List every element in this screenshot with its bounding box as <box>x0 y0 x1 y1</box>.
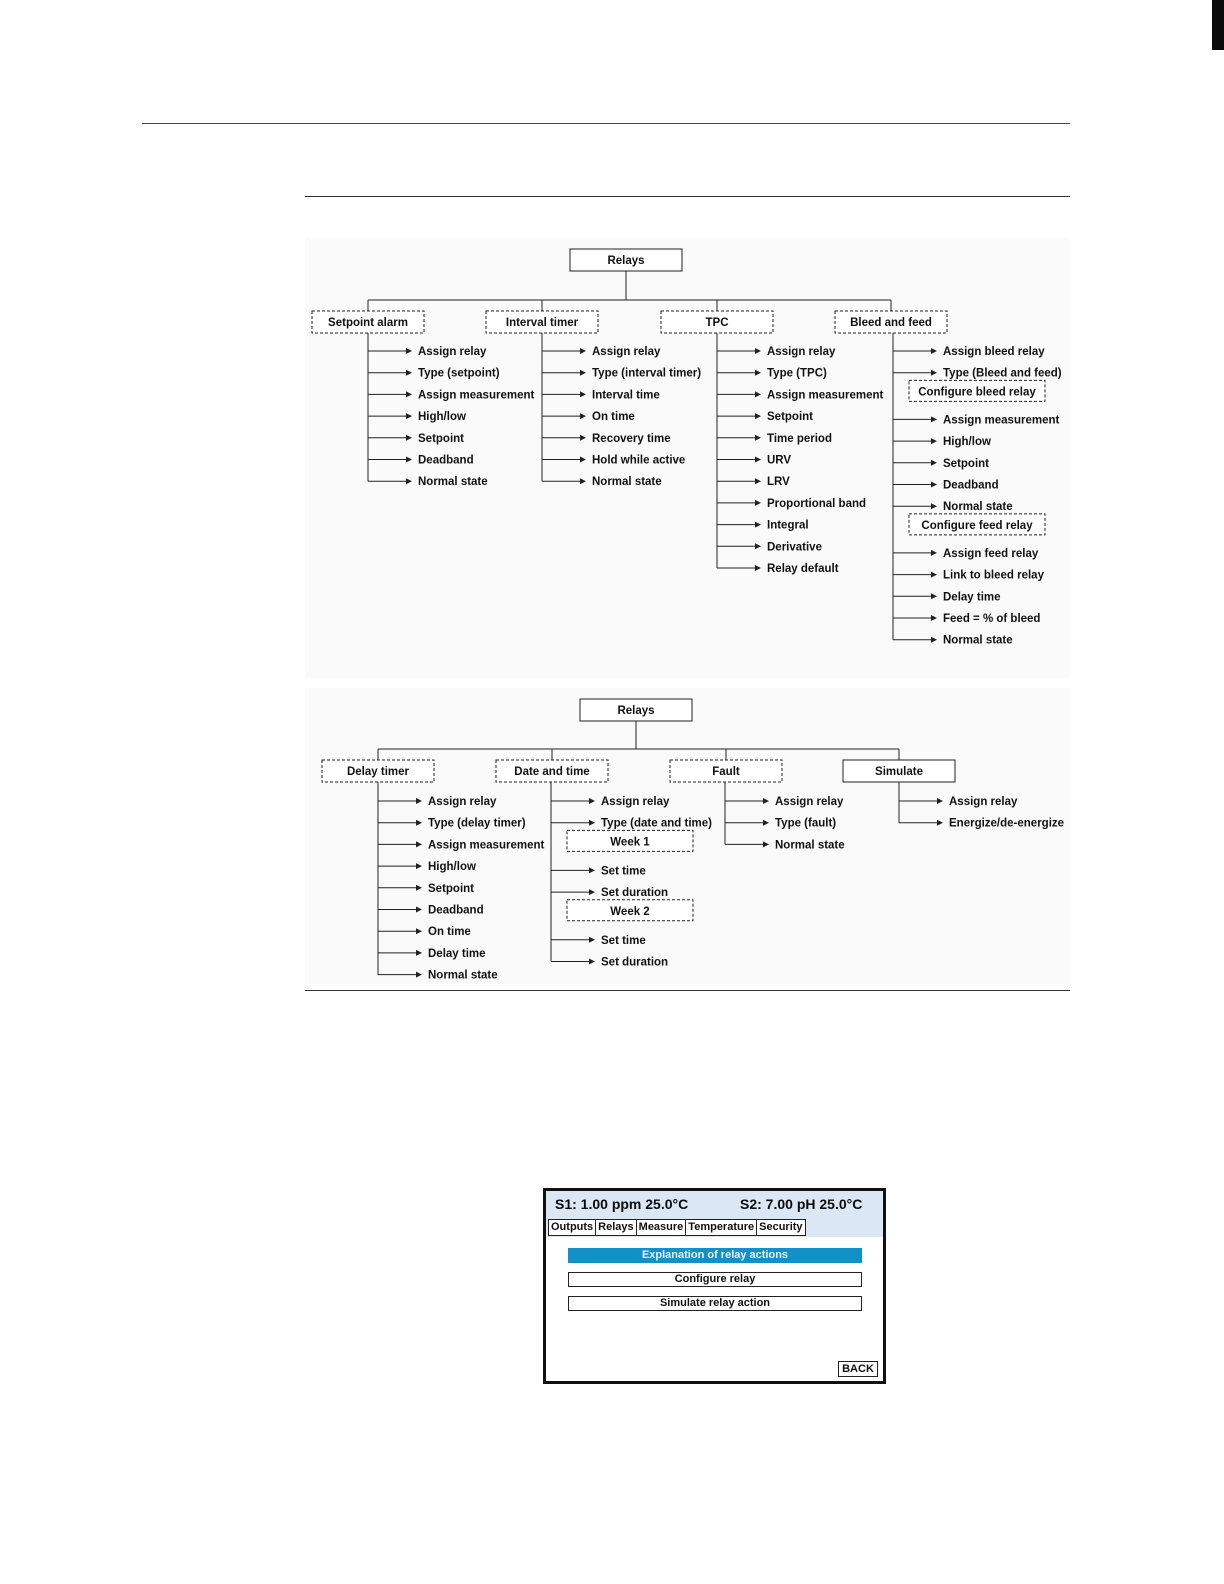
urv-item: URV <box>767 454 792 467</box>
tab-outputs[interactable]: Outputs <box>548 1219 596 1236</box>
energize-de-energize-arrow <box>937 820 943 826</box>
high-low-item: High/low <box>943 436 991 449</box>
tree-2-svg <box>305 688 1070 984</box>
relay-default-item: Relay default <box>767 563 839 575</box>
high-low-arrow <box>931 438 937 444</box>
tree-1-svg <box>305 238 1070 678</box>
root-label: Relays <box>607 255 645 267</box>
assign-relay-arrow <box>589 798 595 804</box>
assign-relay-arrow <box>937 798 943 804</box>
assign-relay-arrow <box>416 798 422 804</box>
assign-relay-item: Assign relay <box>949 796 1018 808</box>
deadband-item: Deadband <box>943 479 999 492</box>
feed-of-bleed-item: Feed = % of bleed <box>943 613 1041 625</box>
screen-tabs <box>548 1219 806 1235</box>
energize-de-energize-item: Energize/de-energize <box>949 817 1065 830</box>
delay-time-arrow <box>931 593 937 599</box>
setpoint-arrow <box>755 413 761 419</box>
setpoint-item: Setpoint <box>428 882 474 895</box>
simulate-relay-action-button[interactable]: Simulate relay action <box>568 1296 862 1311</box>
assign-relay-arrow <box>763 798 769 804</box>
assign-relay-item: Assign relay <box>592 346 661 358</box>
high-low-item: High/low <box>418 411 466 424</box>
assign-relay-arrow <box>580 348 586 354</box>
interval-time-arrow <box>580 391 586 397</box>
relays-menu-tree-2 <box>305 688 1070 984</box>
set-time-arrow <box>589 937 595 943</box>
delay-time-item: Delay time <box>428 947 486 960</box>
assign-measurement-arrow <box>931 416 937 422</box>
urv-arrow <box>755 457 761 463</box>
derivative-arrow <box>755 543 761 549</box>
root-label: Relays <box>617 705 655 717</box>
device-screen <box>543 1188 886 1384</box>
type-interval-timer-item: Type (interval timer) <box>592 367 702 380</box>
link-to-bleed-relay-item: Link to bleed relay <box>943 569 1044 582</box>
page-edge-tab <box>1212 0 1224 50</box>
set-duration-item: Set duration <box>601 887 669 900</box>
normal-state-item: Normal state <box>775 839 845 852</box>
normal-state-arrow <box>931 503 937 509</box>
delay-time-arrow <box>416 950 422 956</box>
week-1-group-label: Week 1 <box>610 836 650 849</box>
proportional-band-arrow <box>755 500 761 506</box>
normal-state-item: Normal state <box>428 969 498 982</box>
set-duration-arrow <box>589 959 595 965</box>
screen-header <box>546 1191 883 1237</box>
setpoint-item: Setpoint <box>943 457 989 470</box>
assign-relay-arrow <box>755 348 761 354</box>
type-bleed-and-feed-arrow <box>931 370 937 376</box>
integral-arrow <box>755 522 761 528</box>
section-rule-top <box>305 196 1070 197</box>
on-time-arrow <box>580 413 586 419</box>
time-period-arrow <box>755 435 761 441</box>
relay-default-arrow <box>755 565 761 571</box>
type-setpoint-item: Type (setpoint) <box>418 367 500 380</box>
date-and-time-label: Date and time <box>514 766 590 778</box>
on-time-arrow <box>416 928 422 934</box>
assign-bleed-relay-arrow <box>931 348 937 354</box>
normal-state-item: Normal state <box>592 476 662 489</box>
type-fault-arrow <box>763 820 769 826</box>
hold-while-active-arrow <box>580 457 586 463</box>
type-delay-timer-item: Type (delay timer) <box>428 817 526 830</box>
feed-of-bleed-arrow <box>931 615 937 621</box>
normal-state-arrow <box>406 478 412 484</box>
tab-measure[interactable]: Measure <box>637 1219 687 1236</box>
on-time-item: On time <box>428 926 471 939</box>
type-delay-timer-arrow <box>416 820 422 826</box>
deadband-arrow <box>416 907 422 913</box>
assign-relay-item: Assign relay <box>428 796 497 808</box>
normal-state-arrow <box>580 478 586 484</box>
tab-temperature[interactable]: Temperature <box>686 1219 757 1236</box>
assign-feed-relay-item: Assign feed relay <box>943 547 1039 560</box>
setpoint-arrow <box>406 435 412 441</box>
high-low-arrow <box>416 863 422 869</box>
type-tpc-item: Type (TPC) <box>767 367 827 380</box>
assign-relay-item: Assign relay <box>418 346 487 358</box>
on-time-item: On time <box>592 411 635 424</box>
recovery-time-item: Recovery time <box>592 432 671 445</box>
setpoint-arrow <box>416 885 422 891</box>
normal-state-arrow <box>416 972 422 978</box>
assign-measurement-arrow <box>406 391 412 397</box>
assign-relay-item: Assign relay <box>775 796 844 808</box>
configure-bleed-relay-group-label: Configure bleed relay <box>918 386 1036 399</box>
delay-time-item: Delay time <box>943 591 1001 604</box>
high-low-item: High/low <box>428 861 476 874</box>
time-period-item: Time period <box>767 432 832 445</box>
tab-security[interactable]: Security <box>757 1219 805 1236</box>
normal-state-arrow <box>931 637 937 643</box>
type-setpoint-arrow <box>406 370 412 376</box>
normal-state-item: Normal state <box>418 476 488 489</box>
proportional-band-item: Proportional band <box>767 497 867 510</box>
assign-relay-item: Assign relay <box>601 796 670 808</box>
delay-timer-label: Delay timer <box>346 766 410 778</box>
configure-feed-relay-group-label: Configure feed relay <box>921 519 1033 532</box>
setpoint-arrow <box>931 460 937 466</box>
set-time-item: Set time <box>601 934 646 947</box>
type-interval-timer-arrow <box>580 370 586 376</box>
type-bleed-and-feed-item: Type (Bleed and feed) <box>943 367 1062 380</box>
interval-time-item: Interval time <box>592 389 660 402</box>
normal-state-item: Normal state <box>943 634 1013 647</box>
configure-relay-button[interactable]: Configure relay <box>568 1272 862 1287</box>
bleed-and-feed-label: Bleed and feed <box>850 317 932 329</box>
deadband-item: Deadband <box>418 454 474 467</box>
integral-item: Integral <box>767 519 809 532</box>
normal-state-arrow <box>763 841 769 847</box>
derivative-item: Derivative <box>767 541 822 554</box>
assign-measurement-arrow <box>755 391 761 397</box>
hold-while-active-item: Hold while active <box>592 454 686 467</box>
high-low-arrow <box>406 413 412 419</box>
assign-feed-relay-arrow <box>931 550 937 556</box>
setpoint-alarm-label: Setpoint alarm <box>328 317 408 329</box>
lrv-arrow <box>755 478 761 484</box>
relays-menu-tree-1 <box>305 238 1070 678</box>
back-button[interactable]: BACK <box>838 1361 878 1377</box>
assign-measurement-item: Assign measurement <box>767 389 884 402</box>
fault-label: Fault <box>712 766 740 778</box>
setpoint-item: Setpoint <box>767 411 813 424</box>
section-rule-bottom <box>305 990 1070 991</box>
sensor-1-reading: S1: 1.00 ppm 25.0°C <box>555 1196 689 1212</box>
type-date-and-time-item: Type (date and time) <box>601 817 712 830</box>
link-to-bleed-relay-arrow <box>931 572 937 578</box>
type-tpc-arrow <box>755 370 761 376</box>
header-rule <box>142 123 1070 124</box>
tab-relays[interactable]: Relays <box>596 1219 636 1236</box>
set-duration-arrow <box>589 889 595 895</box>
normal-state-item: Normal state <box>943 501 1013 514</box>
week-2-group-label: Week 2 <box>610 905 650 918</box>
set-time-arrow <box>589 867 595 873</box>
assign-measurement-item: Assign measurement <box>428 839 545 852</box>
assign-relay-arrow <box>406 348 412 354</box>
simulate-label: Simulate <box>875 766 923 778</box>
recovery-time-arrow <box>580 435 586 441</box>
type-date-and-time-arrow <box>589 820 595 826</box>
assign-bleed-relay-item: Assign bleed relay <box>943 346 1045 358</box>
type-fault-item: Type (fault) <box>775 817 837 830</box>
assign-measurement-item: Assign measurement <box>943 414 1060 427</box>
deadband-arrow <box>931 482 937 488</box>
explanation-of-relay-actions-button[interactable]: Explanation of relay actions <box>568 1248 862 1263</box>
set-time-item: Set time <box>601 865 646 878</box>
lrv-item: LRV <box>767 476 790 489</box>
deadband-arrow <box>406 457 412 463</box>
deadband-item: Deadband <box>428 904 484 917</box>
sensor-2-reading: S2: 7.00 pH 25.0°C <box>740 1196 863 1212</box>
set-duration-item: Set duration <box>601 956 669 969</box>
assign-measurement-arrow <box>416 841 422 847</box>
assign-measurement-item: Assign measurement <box>418 389 535 402</box>
setpoint-item: Setpoint <box>418 432 464 445</box>
interval-timer-label: Interval timer <box>505 317 579 329</box>
tpc-label: TPC <box>705 317 729 329</box>
assign-relay-item: Assign relay <box>767 346 836 358</box>
